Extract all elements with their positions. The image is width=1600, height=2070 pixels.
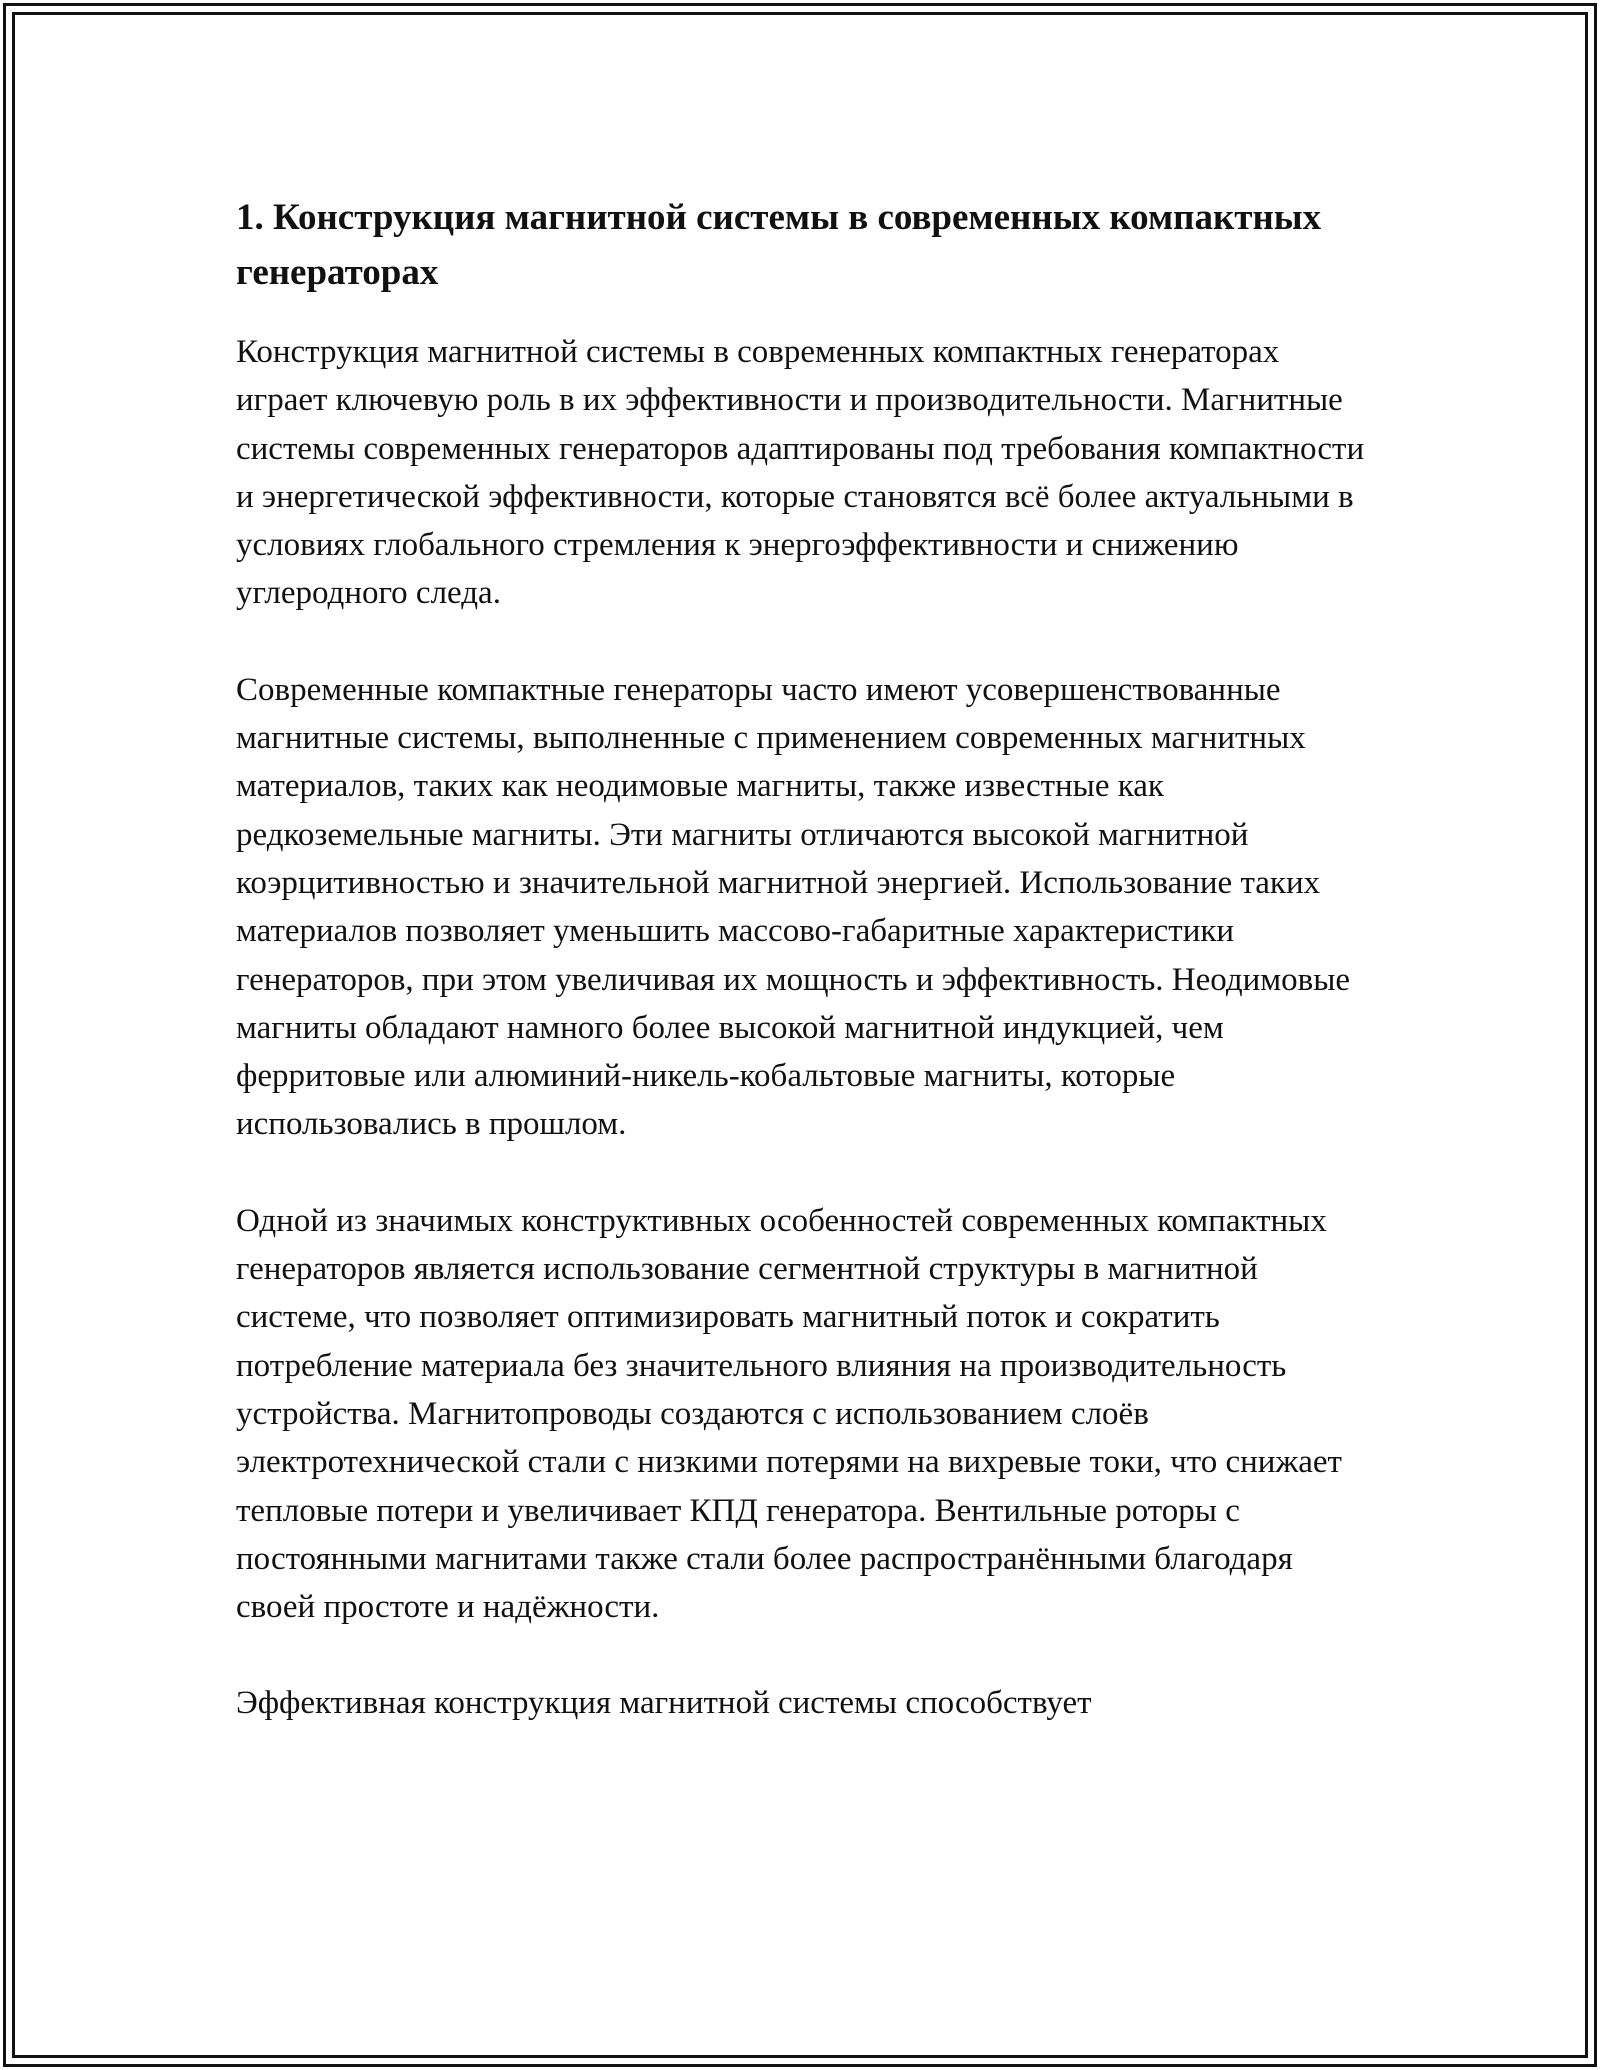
section-heading: 1. Конструкция магнитной системы в современных компактных генераторах <box>236 197 1322 293</box>
paragraph-3: Одной из значимых конструктивных особенностей современных компактных генераторов является использование сегментной структуры в магнитной системе, что позволяет оптимизировать магнитный поток и сократить потребление материала без значительного влияния на производительность устройства. Магнитопроводы создаются с использованием слоёв электротехнической стали с низкими потерями на вихревые токи, что снижает тепловые потери и увеличивает КПД генератора. Вентильные роторы с постоянными магнитами также стали более распространёнными благодаря своей простоте и надёжности. <box>236 1202 1342 1626</box>
document-body <box>236 190 1376 1776</box>
paragraph-1: Конструкция магнитной системы в современных компактных генераторах играет ключевую роль в их эффективности и производительности. Магнитные системы современных генераторов адаптированы под требования компактности и энергетической эффективности, которые становятся всё более актуальными в условиях глобального стремления к энергоэффективности и снижению углеродного следа. <box>236 334 1365 612</box>
paragraph-4: Эффективная конструкция магнитной системы способствует <box>236 1685 1092 1722</box>
paragraph-2: Современные компактные генераторы часто имеют усовершенствованные магнитные системы, выполненные с применением современных магнитных материалов, таких как неодимовые магниты, также известные как редкоземельные магниты. Эти магниты отличаются высокой магнитной коэрцитивностью и значительной магнитной энергией. Использование таких материалов позволяет уменьшить массово-габаритные характеристики генераторов, при этом увеличивая их мощность и эффективность. Неодимовые магниты обладают намного более высокой магнитной индукцией, чем ферритовые или алюминий-никель-кобальтовые магниты, которые использовались в прошлом. <box>236 671 1351 1143</box>
